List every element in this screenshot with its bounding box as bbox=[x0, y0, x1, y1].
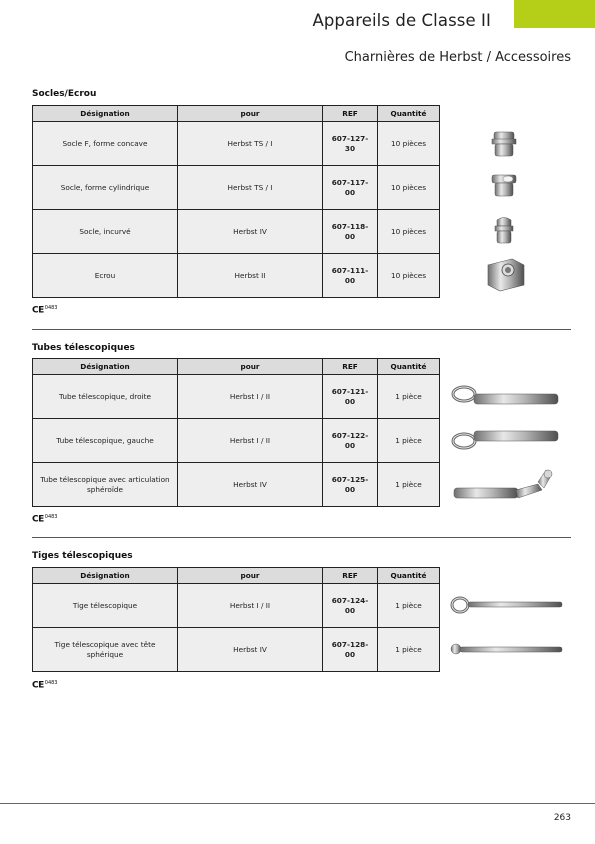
pour-cell: Herbst TS / I bbox=[178, 166, 323, 210]
ref-cell: 607-124-00 bbox=[323, 584, 378, 628]
quantite-cell: 10 pièces bbox=[378, 166, 440, 210]
column-header: pour bbox=[178, 359, 323, 375]
pour-cell: Herbst I / II bbox=[178, 375, 323, 419]
tubes-table bbox=[32, 358, 440, 507]
tige-spherique-image bbox=[448, 641, 564, 659]
section-title-tiges: Tiges télescopiques bbox=[32, 551, 133, 561]
footer-divider bbox=[0, 803, 595, 804]
socle-cylindrique-image bbox=[486, 172, 522, 200]
table-row bbox=[33, 166, 440, 210]
pour-cell: Herbst IV bbox=[178, 463, 323, 507]
column-header: REF bbox=[323, 359, 378, 375]
designation-cell: Tube télescopique, droite bbox=[33, 375, 178, 419]
quantite-cell: 1 pièce bbox=[378, 463, 440, 507]
section-divider bbox=[32, 329, 571, 330]
designation-cell: Tube télescopique, gauche bbox=[33, 419, 178, 463]
pour-cell: Herbst I / II bbox=[178, 584, 323, 628]
quantite-cell: 1 pièce bbox=[378, 375, 440, 419]
table-header-row bbox=[33, 106, 440, 122]
table-row bbox=[33, 375, 440, 419]
designation-cell: Ecrou bbox=[33, 254, 178, 298]
quantite-cell: 10 pièces bbox=[378, 122, 440, 166]
column-header: REF bbox=[323, 568, 378, 584]
ecrou-image bbox=[482, 255, 530, 293]
ce-mark bbox=[32, 680, 58, 691]
ref-cell: 607-122-00 bbox=[323, 419, 378, 463]
pour-cell: Herbst IV bbox=[178, 210, 323, 254]
socle-incurve-image bbox=[487, 214, 521, 246]
table-row bbox=[33, 122, 440, 166]
ce-mark-symbol: CE bbox=[32, 514, 44, 525]
ce-mark bbox=[32, 305, 58, 316]
ref-cell: 607-125-00 bbox=[323, 463, 378, 507]
ce-mark bbox=[32, 514, 58, 525]
table-row bbox=[33, 463, 440, 507]
page-number: 263 bbox=[553, 813, 571, 823]
pour-cell: Herbst II bbox=[178, 254, 323, 298]
designation-cell: Tige télescopique avec tête sphérique bbox=[33, 628, 178, 672]
tige-image bbox=[448, 594, 564, 616]
quantite-cell: 10 pièces bbox=[378, 254, 440, 298]
designation-cell: Tige télescopique bbox=[33, 584, 178, 628]
column-header: Désignation bbox=[33, 359, 178, 375]
ce-mark-number: 0483 bbox=[44, 514, 58, 520]
designation-cell: Socle F, forme concave bbox=[33, 122, 178, 166]
table-row bbox=[33, 584, 440, 628]
quantite-cell: 1 pièce bbox=[378, 628, 440, 672]
column-header: Quantité bbox=[378, 568, 440, 584]
pour-cell: Herbst I / II bbox=[178, 419, 323, 463]
ce-mark-number: 0483 bbox=[44, 305, 58, 311]
quantite-cell: 1 pièce bbox=[378, 419, 440, 463]
table-row bbox=[33, 210, 440, 254]
page-title: Appareils de Classe II bbox=[312, 11, 491, 30]
section-title-tubes: Tubes télescopiques bbox=[32, 343, 135, 353]
table-row bbox=[33, 254, 440, 298]
ref-cell: 607-118-00 bbox=[323, 210, 378, 254]
tube-droite-image bbox=[450, 382, 562, 410]
column-header: Désignation bbox=[33, 106, 178, 122]
table-row bbox=[33, 628, 440, 672]
column-header: pour bbox=[178, 568, 323, 584]
ref-cell: 607-121-00 bbox=[323, 375, 378, 419]
column-header: pour bbox=[178, 106, 323, 122]
table-header-row bbox=[33, 359, 440, 375]
page-subtitle: Charnières de Herbst / Accessoires bbox=[344, 50, 571, 65]
designation-cell: Tube télescopique avec articulation sphéroïde bbox=[33, 463, 178, 507]
socle-concave-image bbox=[484, 128, 524, 160]
ref-cell: 607-128-00 bbox=[323, 628, 378, 672]
table-row bbox=[33, 419, 440, 463]
ref-cell: 607-117-00 bbox=[323, 166, 378, 210]
pour-cell: Herbst IV bbox=[178, 628, 323, 672]
table-header-row bbox=[33, 568, 440, 584]
tube-gauche-image bbox=[450, 426, 562, 454]
designation-cell: Socle, forme cylindrique bbox=[33, 166, 178, 210]
ref-cell: 607-111-00 bbox=[323, 254, 378, 298]
column-header: Quantité bbox=[378, 106, 440, 122]
designation-cell: Socle, incurvé bbox=[33, 210, 178, 254]
column-header: REF bbox=[323, 106, 378, 122]
ref-cell: 607-127-30 bbox=[323, 122, 378, 166]
tiges-table bbox=[32, 567, 440, 672]
ce-mark-symbol: CE bbox=[32, 305, 44, 316]
section-title-socles: Socles/Ecrou bbox=[32, 89, 97, 99]
section-divider bbox=[32, 537, 571, 538]
column-header: Désignation bbox=[33, 568, 178, 584]
ce-mark-number: 0483 bbox=[44, 680, 58, 686]
socles-table bbox=[32, 105, 440, 298]
pour-cell: Herbst TS / I bbox=[178, 122, 323, 166]
column-header: Quantité bbox=[378, 359, 440, 375]
ce-mark-symbol: CE bbox=[32, 680, 44, 691]
tube-articulation-image bbox=[452, 466, 562, 502]
quantite-cell: 10 pièces bbox=[378, 210, 440, 254]
header-accent-bar bbox=[514, 0, 595, 28]
quantite-cell: 1 pièce bbox=[378, 584, 440, 628]
